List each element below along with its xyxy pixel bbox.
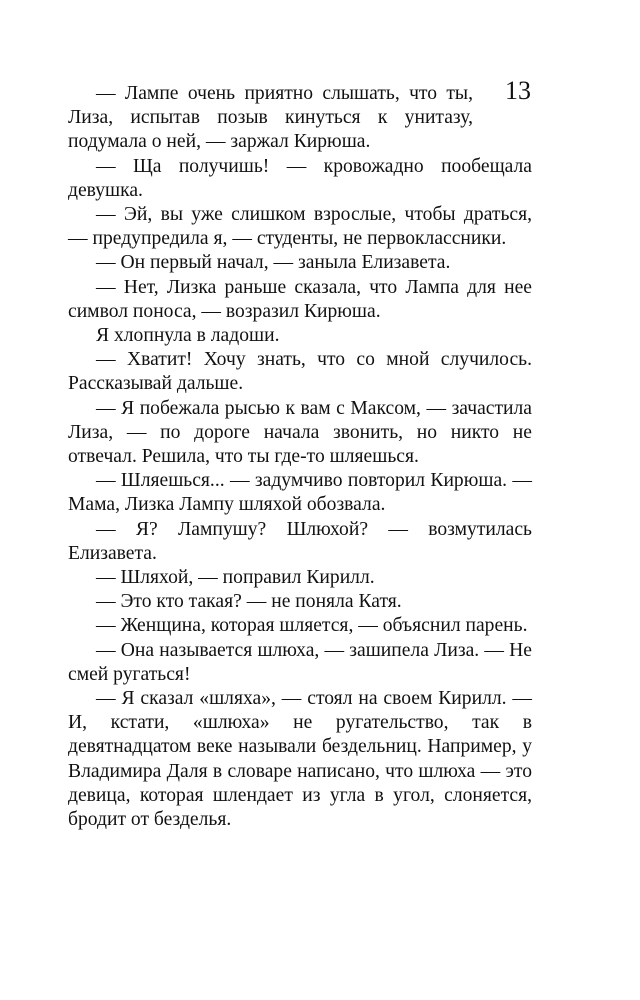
- paragraph: — Он первый начал, — заныла Елизавета.: [96, 252, 451, 274]
- paragraph: Я хлопнула в ладоши.: [96, 325, 280, 347]
- paragraph: — Шляхой, — поправил Кирилл.: [96, 567, 375, 589]
- paragraph: — Ща получишь! — кровожадно пообещала девушка.: [68, 155, 532, 201]
- page-number: 13: [505, 76, 531, 105]
- paragraph: — Она называется шлюха, — зашипела Лиза. — Не смей ругаться!: [68, 639, 532, 685]
- paragraph: — Я побежала рысью к вам с Максом, — зачастила Лиза, — по дороге начала звонить, но никто не отвечал. Решила, что ты где-то шляешься.: [68, 397, 532, 468]
- paragraph: — Я сказал «шляха», — стоял на своем Кирилл. — И, кстати, «шлюха» не ругательство, так в девятнадцатом веке называли бездельниц. Например, у Владимира Даля в словаре написано, что шлюха — это девица, которая шлендает из угла в угол, слоняется, бродит от безделья.: [68, 688, 532, 831]
- paragraph: — Хватит! Хочу знать, что со мной случилось. Рассказывай дальше.: [68, 349, 532, 395]
- paragraph: — Нет, Лизка раньше сказала, что Лампа для нее символ поноса, — возразил Кирюша.: [68, 276, 532, 322]
- paragraph: — Это кто такая? — не поняла Катя.: [96, 591, 402, 613]
- bound-paragraphs: [68, 82, 532, 832]
- paragraph: — Я? Лампушу? Шлюхой? — возмутилась Елизавета.: [68, 518, 532, 564]
- paragraph: — Женщина, которая шляется, — объяснил парень.: [96, 615, 528, 637]
- paragraph: — Эй, вы уже слишком взрослые, чтобы драться, — предупредила я, — студенты, не первоклассники.: [68, 204, 532, 250]
- paragraph: — Лампе очень приятно слышать, что ты, Лиза, испытав позыв кинуться к унитазу, подумала о ней, — заржал Кирюша.: [68, 83, 473, 153]
- paragraph: — Шляешься... — задумчиво повторил Кирюша. — Мама, Лизка Лампу шляхой обозвала.: [68, 470, 532, 516]
